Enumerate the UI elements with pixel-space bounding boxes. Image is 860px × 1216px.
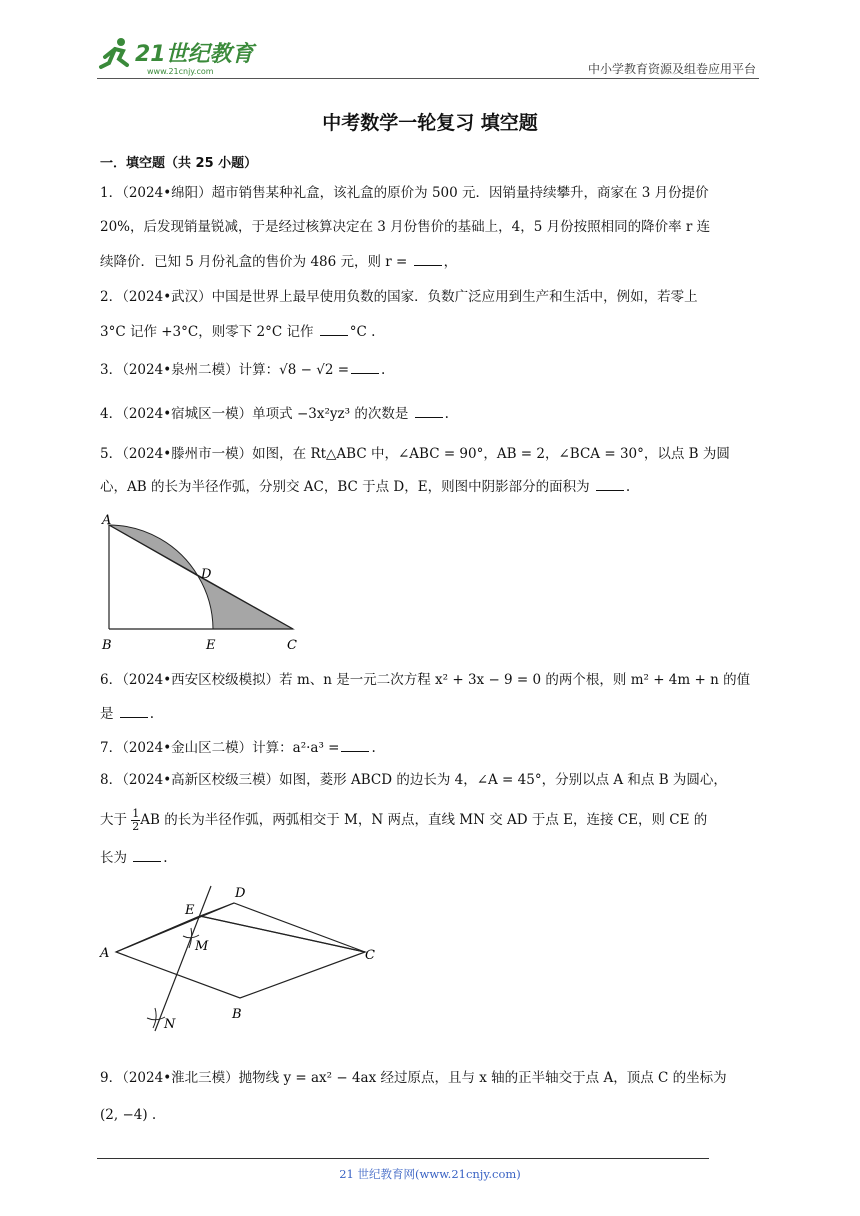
q8-text-a: 大于 xyxy=(100,812,127,828)
answer-blank[interactable] xyxy=(351,361,379,374)
fraction-half: $\frac{1}{2}$ xyxy=(132,807,140,833)
label-n: N xyxy=(164,1017,176,1032)
header-platform-text: 中小学教育资源及组卷应用平台 xyxy=(587,62,756,76)
label-c: C xyxy=(287,638,297,653)
q8-text: 长为 xyxy=(100,850,127,866)
q4-text: 4．（2024•宿城区一模）单项式 −3x²yz³ 的次数是 xyxy=(100,406,409,422)
q5-line2: 心，AB 的长为半径作弧，分别交 AC，BC 于点 D，E，则图中阴影部分的面积为 . xyxy=(100,479,631,495)
label-m: M xyxy=(195,939,209,954)
label-c: C xyxy=(365,948,375,963)
label-b: B xyxy=(232,1007,242,1022)
label-d: D xyxy=(235,886,246,901)
q4-line1: 4．（2024•宿城区一模）单项式 −3x²yz³ 的次数是 . xyxy=(100,406,449,422)
label-e: E xyxy=(185,903,195,918)
side-ad-dc xyxy=(116,903,365,952)
answer-blank[interactable] xyxy=(596,478,624,491)
footer-link[interactable]: 21 世纪教育网(www.21cnjy.com) xyxy=(339,1167,521,1181)
label-a: A xyxy=(102,513,112,528)
answer-blank[interactable] xyxy=(341,739,369,752)
header-divider xyxy=(97,78,759,79)
q2-line1: 2．（2024•武汉）中国是世界上最早使用负数的国家．负数广泛应用到生产和生活中，例如，若零上 xyxy=(100,289,698,305)
answer-blank[interactable] xyxy=(133,849,161,862)
label-a: A xyxy=(100,946,110,961)
label-e: E xyxy=(206,638,216,653)
section-heading: 一．填空题（共 25 小题） xyxy=(100,156,258,171)
q7-line1: 7．（2024•金山区二模）计算：a²·a³ = . xyxy=(100,740,376,756)
q8-line1: 8．（2024•高新区校级三模）如图，菱形 ABCD 的边长为 4，∠A = 45°，分别以点 A 和点 B 为圆心， xyxy=(100,772,727,788)
label-d: D xyxy=(201,567,212,582)
q8-line2 xyxy=(100,808,707,833)
q2-line2 xyxy=(100,322,375,342)
q9-line1: 9．（2024•淮北三模）抛物线 y = ax² − 4ax 经过原点，且与 x 轴的正半轴交于点 A，顶点 C 的坐标为 xyxy=(100,1070,727,1086)
q2-unit: °C . xyxy=(349,324,376,340)
q1-text: 续降价．已知 5 月份礼盒的售价为 486 元，则 r = xyxy=(100,254,408,270)
line-mn xyxy=(155,886,211,1031)
q6-line2: 是 . xyxy=(100,706,155,722)
q7-text: 7．（2024•金山区二模）计算：a²·a³ = xyxy=(100,740,340,756)
q5-line1: 5．（2024•滕州市一模）如图，在 Rt△ABC 中，∠ABC = 90°，AB = 2，∠BCA = 30°，以点 B 为圆 xyxy=(100,446,730,462)
answer-blank[interactable] xyxy=(414,253,442,266)
runner-icon xyxy=(101,38,127,67)
q8-line3: 长为 . xyxy=(100,850,168,866)
arc-mark-n2 xyxy=(153,1008,156,1028)
label-b: B xyxy=(102,638,112,653)
page-title: 中考数学一轮复习 填空题 xyxy=(322,112,538,134)
figure-rhombus xyxy=(95,878,390,1038)
svg-text:21世纪教育: 21世纪教育 xyxy=(135,42,254,67)
q6-line1: 6．（2024•西安区校级模拟）若 m、n 是一元二次方程 x² + 3x − 9 = 0 的两个根，则 m² + 4m + n 的值 xyxy=(100,672,751,688)
q8-text-b: AB 的长为半径作弧，两弧相交于 M，N 两点，直线 MN 交 AD 于点 E，连接 CE，则 CE 的 xyxy=(140,812,708,828)
site-logo xyxy=(95,35,260,77)
footer-divider xyxy=(97,1158,709,1159)
answer-blank[interactable] xyxy=(120,705,148,718)
q2-text: 3°C 记作 +3°C，则零下 2°C 记作 xyxy=(100,324,314,340)
q6-text: 是 xyxy=(100,706,114,722)
q5-text: 心，AB 的长为半径作弧，分别交 AC，BC 于点 D，E，则图中阴影部分的面积为 xyxy=(100,479,590,495)
q1-line2: 20%，后发现销量锐减，于是经过核算决定在 3 月份售价的基础上，4，5 月份按照相同的降价率 r 连 xyxy=(100,219,711,235)
answer-blank[interactable] xyxy=(415,405,443,418)
q3-line1: 3．（2024•泉州二模）计算：√8 − √2 = . xyxy=(100,362,386,378)
rhombus-abcd xyxy=(116,916,365,998)
q1-line3: 续降价．已知 5 月份礼盒的售价为 486 元，则 r = ， xyxy=(100,254,458,270)
figure-right-triangle xyxy=(100,508,300,658)
answer-blank[interactable] xyxy=(320,323,348,336)
q3-text: 3．（2024•泉州二模）计算：√8 − √2 = xyxy=(100,362,350,378)
svg-text:www.21cnjy.com: www.21cnjy.com xyxy=(147,67,214,76)
q1-line1: 1．（2024•绵阳）超市销售某种礼盒，该礼盒的原价为 500 元．因销量持续攀升，商家在 3 月份提价 xyxy=(100,185,709,201)
q9-line2: (2, −4) . xyxy=(100,1107,157,1123)
